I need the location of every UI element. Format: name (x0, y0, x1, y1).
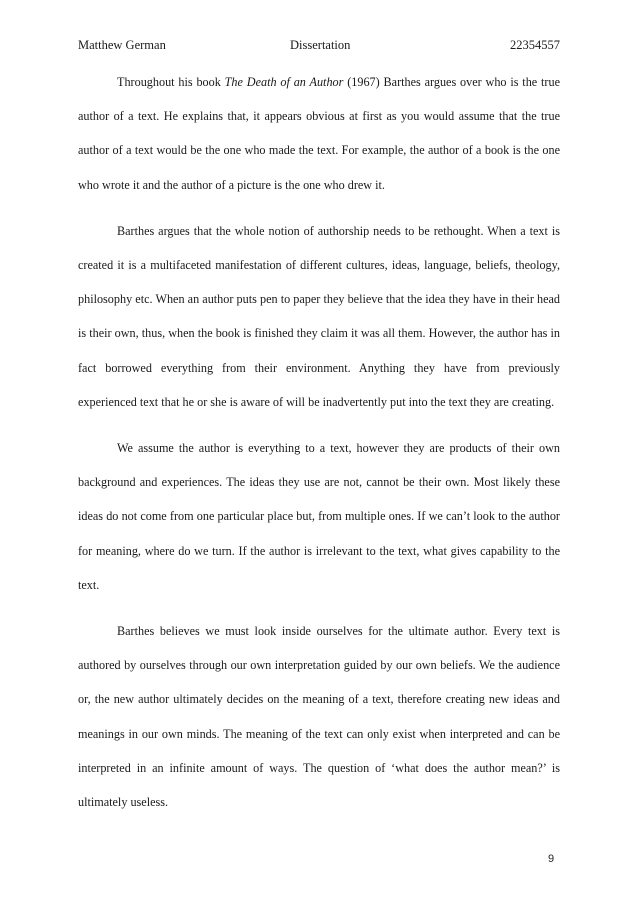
paragraph-4: Barthes believes we must look inside ourselves for the ultimate author. Every text is authored by ourselves through our own interpretation guided by our own beliefs. We the audience or, the new author ultimately decides on the meaning of a text, therefore creating new ideas and meanings in our own minds. The meaning of the text can only exist when interpreted and can be interpreted in an infinite amount of ways. The question of ‘what does the author mean?’ is ultimately useless. (78, 624, 560, 810)
page-number: 9 (548, 853, 555, 865)
paragraph-1-rest: (1967) Barthes argues over who is the true author of a text. He explains that, it appears obvious at first as you would assume that the true author of a text would be the one who made the text. For example, the author of a book is the one who wrote it and the author of a picture is the one who drew it. (78, 75, 560, 192)
paragraph-1-intro: Throughout his book (117, 75, 225, 89)
body-text (78, 65, 560, 831)
page-header (78, 38, 560, 56)
paragraph-1 (78, 65, 560, 202)
header-author: Matthew German (78, 38, 166, 52)
header-title: Dissertation (290, 38, 351, 52)
book-title: The Death of an Author (224, 75, 344, 89)
paragraph-2: Barthes argues that the whole notion of authorship needs to be rethought. When a text is created it is a multifaceted manifestation of different cultures, ideas, language, beliefs, theology, philosophy etc. When an author puts pen to paper they believe that the idea they have in their head is their own, thus, when the book is finished they claim it was all them. However, the author has in fact borrowed everything from their environment. Anything they have from previously experienced text that he or she is aware of will be inadvertently put into the text they are creating. (78, 223, 560, 409)
paragraph-3: We assume the author is everything to a text, however they are products of their own background and experiences. The ideas they use are not, cannot be their own. Most likely these ideas do not come from one particular place but, from multiple ones. If we can’t look to the author for meaning, where do we turn. If the author is irrelevant to the text, what gives capability to the text. (78, 441, 560, 592)
header-student-id: 22354557 (510, 38, 560, 52)
